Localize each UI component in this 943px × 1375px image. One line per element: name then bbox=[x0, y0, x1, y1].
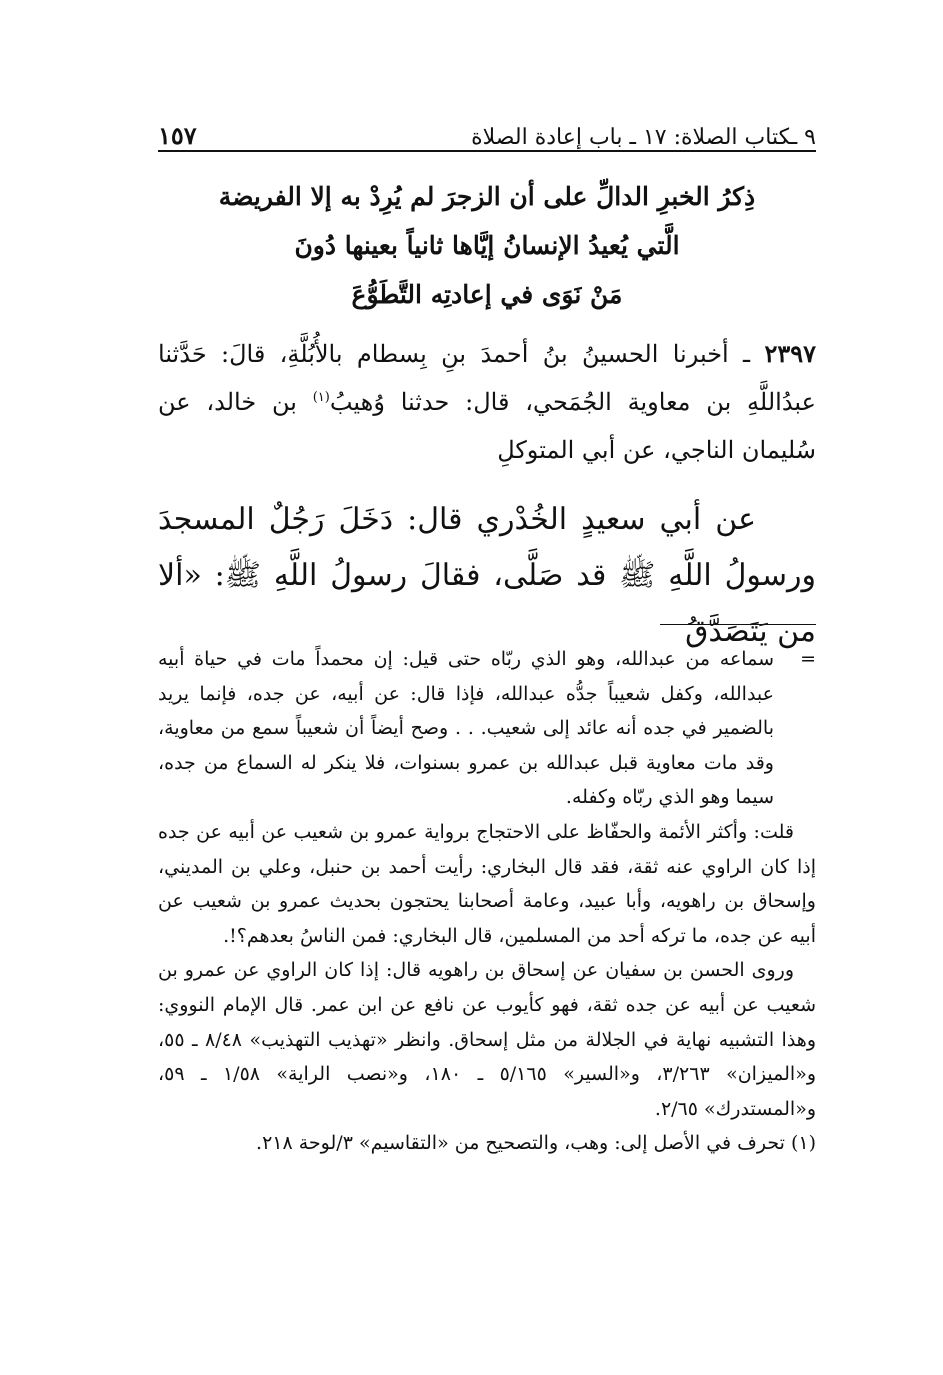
footnote-separator bbox=[660, 624, 816, 625]
page-number: ١٥٧ bbox=[158, 121, 197, 150]
page-header bbox=[158, 104, 816, 150]
isnad-text-part-1: ـ أخبرنا الحسينُ بنُ أحمدَ بنِ بِسطام بالأُبُلَّةِ، قالَ: حَدَّثنا عبدُاللَّهِ بن معاوية الجُمَحي، قال: حدثنا وُهيبُ bbox=[158, 340, 816, 416]
heading-line-3: مَنْ نَوَى في إعادتِه التَّطَوُّعَ bbox=[351, 280, 623, 309]
matn-text: عن أبي سعيدٍ الخُدْري قال: دَخَلَ رَجُلٌ المسجدَ ورسولُ اللَّهِ ﷺ قد صَلَّى، فقالَ رسولُ اللَّهِ ﷺ: «ألا من يَتَصَدَّقُ bbox=[158, 502, 816, 649]
heading-line-1: ذِكرُ الخبرِ الدالِّ على أن الزجرَ لم يُرِدْ به إلا الفريضة bbox=[218, 182, 756, 211]
running-title: ٩ ـكتاب الصلاة: ١٧ ـ باب إعادة الصلاة bbox=[471, 125, 816, 150]
header-rule bbox=[158, 150, 816, 152]
footnote-paragraph-3: وروى الحسن بن سفيان عن إسحاق بن راهويه قال: إذا كان الراوي عن عمرو بن شعيب عن أبيه عن جده ثقة، فهو كأيوب عن نافع عن ابن عمر. قال الإمام النووي: وهذا التشبيه نهاية في الجلالة من مثل إسحاق. وانظر «تهذيب التهذيب» ٨/٤٨ ـ ٥٥، و«الميزان» ٣/٢٦٣، و«السير» ٥/١٦٥ ـ ١٨٠، و«نصب الراية» ١/٥٨ ـ ٥٩، و«المستدرك» ٢/٦٥. bbox=[158, 959, 816, 1120]
footnote-paragraph-1: سماعه من عبدالله، وهو الذي ربّاه حتى قيل: إن محمداً مات في حياة أبيه عبدالله، وكفل شعيباً جدُّه عبدالله، فإذا قال: عن أبيه، عن جده، فإنما يريد بالضمير في جده أنه عائد إلى شعيب. . . وصح أيضاً أن شعيباً سمع من معاوية، وقد مات معاوية قبل عبدالله بن عمرو بسنوات، فلا ينكر له السماع من جده، سيما وهو الذي ربّاه وكفله. bbox=[158, 648, 774, 809]
isnad-text-part-2: بن خالد، عن سُليمان الناجي، عن أبي المتوكلِ bbox=[158, 388, 816, 464]
heading-line-2: الَّتي يُعيدُ الإنسانُ إيَّاها ثانياً بعينها دُونَ bbox=[294, 231, 680, 260]
footnote-paragraph-2: قلت: وأكثر الأئمة والحفّاظ على الاحتجاج برواية عمرو بن شعيب عن أبيه عن جده إذا كان الراوي عنه ثقة، فقد قال البخاري: رأيت أحمد بن حنبل، وعلي بن المديني، وإسحاق بن راهويه، وأبا عبيد، وعامة أصحابنا يحتجون بحديث عمرو بن شعيب عن أبيه عن جده، ما تركه أحد من المسلمين، قال البخاري: فمن الناسُ بعدهم؟!. bbox=[158, 820, 816, 947]
hadith-isnad bbox=[158, 330, 816, 474]
chapter-heading bbox=[158, 172, 816, 319]
footnote-reference[interactable]: (١) bbox=[312, 390, 330, 405]
hadith-matn bbox=[158, 492, 816, 660]
footnote-continuation bbox=[158, 642, 816, 815]
hadith-number: ٢٣٩٧ bbox=[764, 339, 816, 368]
continuation-mark: = bbox=[800, 648, 816, 670]
footnote-1: (١) تحرف في الأصل إلى: وهب، والتصحيح من «التقاسيم» ٣/لوحة ٢١٨. bbox=[256, 1132, 816, 1155]
footnotes bbox=[158, 642, 816, 1161]
